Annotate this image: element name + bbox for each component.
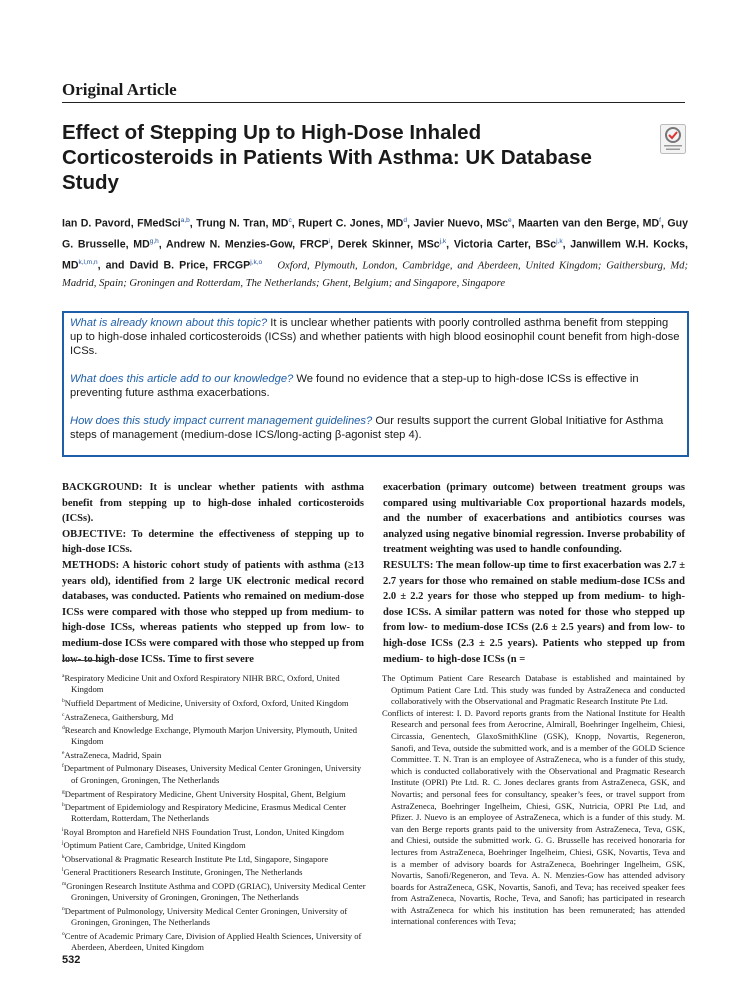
author-name: Ian D. Pavord, FMedSci <box>62 217 181 230</box>
affiliation-text: Nuffield Department of Medicine, University of Oxford, Oxford, United Kingdom <box>64 697 349 708</box>
author-separator: , <box>446 238 454 251</box>
affiliation-item <box>62 710 367 723</box>
affiliation-item <box>62 838 367 851</box>
affiliation-text: Department of Pulmonary Diseases, University Medical Center Groningen, University of Groningen, Groningen, The Netherlands <box>63 763 362 785</box>
funding-note: The Optimum Patient Care Research Database is established and maintained by Optimum Patient Care Ltd. This study was funded by AstraZeneca and conducted collaboratively with the Observational and Pragmatic Research Institute Pte Ltd. <box>382 673 685 707</box>
author-name: Javier Nuevo, MSc <box>413 217 509 230</box>
affiliation-mark: c <box>62 711 65 718</box>
author-separator: , <box>330 238 338 251</box>
affiliation-item <box>62 904 367 929</box>
affiliation-mark: a <box>62 673 65 679</box>
affiliation-mark: l <box>62 867 64 874</box>
section-label: Original Article <box>62 80 177 99</box>
affiliation-item <box>62 748 367 761</box>
abstract-objective: OBJECTIVE: To determine the effectiveness of stepping up to high-dose ICSs. <box>62 528 364 556</box>
key-message <box>70 414 681 442</box>
affiliation-mark: m <box>62 880 67 887</box>
affiliation-item <box>62 787 367 800</box>
author-name: Andrew N. Menzies-Gow, FRCP <box>166 238 329 251</box>
affiliation-text: Department of Respiratory Medicine, Ghent University Hospital, Ghent, Belgium <box>64 788 346 799</box>
abstract-results: RESULTS: The mean follow-up time to first exacerbation was 2.7 ± 2.7 years for those who remained on stable medium-dose ICSs and 2.0 ± 2.2 years for those who stepped up from medium- to high-dose ICSs. A similar pattern was noted for those who stepped up from low- to medium-dose ICSs (2.6 ± 2.5 years) and from low- to high-dose ICSs (2.3 ± 2.5 years). Patients who stepped up from medium- to high-dose ICSs (n = <box>383 559 685 665</box>
key-question: What is already known about this topic? <box>70 317 268 329</box>
author-name: Victoria Carter, BSc <box>453 238 557 251</box>
affiliation-mark: g <box>62 788 65 795</box>
section-divider <box>62 102 685 103</box>
affiliation-mark: i <box>62 827 64 833</box>
abstract-methods-continued: exacerbation (primary outcome) between treatment groups was compared using multivariable Cox proportional hazards models, and the number of exacerbations and antibiotics courses was analyzed using negative binomial regression. Inverse probability of treatment weighting was used to handle confounding. <box>383 482 685 556</box>
key-answer: We found no evidence that a step-up to high-dose ICSs is effective in preventing future asthma exacerbations. <box>70 373 639 399</box>
affiliation-item <box>62 865 367 878</box>
affiliation-item <box>62 723 367 748</box>
affiliations-list <box>62 671 367 954</box>
affiliation-text: Respiratory Medicine Unit and Oxford Respiratory NIHR BRC, Oxford, United Kingdom <box>64 672 340 695</box>
key-question: What does this article add to our knowledge? <box>70 373 294 385</box>
key-answer: Our results support the current Global Initiative for Asthma steps of management (medium-dose ICS/long-acting β-agonist step 4). <box>70 415 664 441</box>
affiliation-item <box>62 671 367 696</box>
affiliation-item <box>62 852 367 865</box>
key-answer: It is unclear whether patients with poorly controlled asthma benefit from stepping up to high-dose inhaled corticosteroids (ICSs) and whether patients with high blood eosinophil count benefit from high-dose ICSs. <box>70 317 680 357</box>
abstract-methods: METHODS: A historic cohort study of patients with asthma (≥13 years old), identified from 2 large UK electronic medical record databases, was conducted. Patients who remained on medium-dose ICSs were compared with those who stepped up from medium- to high-dose ICSs, whereas patients who stepped up from low- to medium-dose ICSs were compared with those who stepped up from low- to high-dose ICSs. Time to first severe <box>62 559 364 665</box>
affiliation-item <box>62 879 367 904</box>
affiliation-text: Research and Knowledge Exchange, Plymouth Marjon University, Plymouth, United Kingdom <box>64 724 358 747</box>
footnote-divider <box>62 660 108 661</box>
affiliation-mark: o <box>62 930 65 937</box>
affiliation-mark: e <box>62 750 65 756</box>
key-question: How does this study impact current management guidelines? <box>70 415 373 427</box>
author-separator: , <box>158 238 167 251</box>
author-affiliation-marks: e <box>508 217 512 224</box>
author-separator: , <box>660 217 668 230</box>
affiliation-item <box>62 761 367 786</box>
abstract-right-column <box>383 480 685 667</box>
author-affiliation-marks: k,l,m,n <box>78 258 98 266</box>
affiliation-mark: j <box>62 840 64 847</box>
affiliation-text: AstraZeneca, Gaithersburg, Md <box>64 711 174 722</box>
affiliation-item <box>62 929 367 954</box>
conflicts-of-interest: Conflicts of interest: I. D. Pavord reports grants from the National Institute for Health Research and personal fees from Aerocrine, Almirall, Boehringer Ingelheim, Chiesi, Circassia, Genentech, GlaxoSmithKline (GSK), Knopp, Novartis, Regeneron, Sanofi, and Teva, outside the submitted work, and is a member of the GOLD Science Committee. T. N. Tran is an employee of AstraZeneca, who is a funder of this study, which is conducted collaboratively with the Observational and Pragmatic Research Institute (OPRI) Pte Ltd. R. C. Jones declares grants from AstraZeneca, GSK, and Novartis; and personal fees for consultancy, speaker’s fees, or travel support from AstraZeneca, Boehringer Ingelheim, Chiesi, GSK, Nutricia, OPRI Pte Ltd, and Pfizer. J. Nuevo is an employee of AstraZeneca, which is a funder of this study. M. van den Berge reports grants paid to the university from AstraZeneca, Teva, GSK, and Chiesi, outside the submitted work. G. G. Brusselle has received honoraria for lectures from AstraZeneca, Boehringer Ingelheim, Chiesi, GSK, Novartis, Teva and is a member of advisory boards for AstraZeneca, Boehringer Ingelheim, GSK, Novartis, Sanofi/Regeneron, and Teva. A. N. Menzies-Gow has attended advisory boards for AstraZeneca, GSK, Novartis, Sanofi, and Teva; has received speaker fees from AstraZeneca, Novartis, Roche, Teva, and Sanofi; has participated in research with AstraZeneca for which his institution has been remunerated; has attended international conferences with Teva; <box>382 707 685 927</box>
author-separator: , <box>406 217 414 230</box>
check-for-updates-icon <box>660 124 686 154</box>
author-affiliation-marks: j,k <box>556 237 563 245</box>
key-message <box>70 316 681 358</box>
author-affiliation-marks: a,b <box>180 217 190 224</box>
affiliation-mark: b <box>62 698 65 705</box>
affiliation-mark: k <box>62 853 65 860</box>
affiliation-mark: n <box>62 905 65 912</box>
affiliation-mark: f <box>62 763 64 770</box>
author-affiliation-marks: f <box>659 217 661 224</box>
author-affiliation-marks: j,k,o <box>250 258 263 266</box>
affiliation-mark: d <box>62 724 65 731</box>
affiliation-text: AstraZeneca, Madrid, Spain <box>64 749 162 760</box>
affiliation-text: Groningen Research Institute Asthma and COPD (GRIAC), University Medical Center Groningen, University of Groningen, Groningen, The Netherlands <box>66 880 366 903</box>
abstract-left-column <box>62 480 364 667</box>
author-separator: , <box>562 238 571 251</box>
footnote-notes <box>382 673 685 928</box>
author-name: David B. Price, FRCGP <box>129 259 251 272</box>
author-affiliation-marks: c <box>288 217 292 224</box>
author-separator: , <box>291 217 299 230</box>
abstract-background: BACKGROUND: It is unclear whether patients with asthma benefit from stepping up to high-dose inhaled corticosteroids (ICSs). <box>62 482 364 525</box>
affiliation-mark: h <box>62 801 65 808</box>
author-separator: , and <box>97 259 130 272</box>
affiliation-text: Optimum Patient Care, Cambridge, United Kingdom <box>63 840 246 851</box>
article-title: Effect of Stepping Up to High-Dose Inhaled Corticosteroids in Patients With Asthma: UK Database Study <box>62 121 592 194</box>
author-separator <box>262 259 277 271</box>
affiliation-item <box>62 825 367 838</box>
affiliation-text: Department of Pulmonology, University Medical Center Groningen, University of Groningen, Groningen, The Netherlands <box>64 905 348 928</box>
author-list <box>62 212 688 292</box>
author-name: Rupert C. Jones, MD <box>298 217 404 230</box>
author-name: Trung N. Tran, MD <box>196 217 289 230</box>
affiliation-text: Centre of Academic Primary Care, Division of Applied Health Sciences, University of Aberdeen, Aberdeen, United Kingdom <box>64 930 362 953</box>
author-name: Derek Skinner, MSc <box>337 238 440 251</box>
author-affiliation-marks: j,k <box>439 237 447 245</box>
author-separator: , <box>511 217 519 230</box>
affiliation-item <box>62 696 367 709</box>
author-affiliation-marks: g,h <box>149 237 159 245</box>
affiliation-text: Observational & Pragmatic Research Institute Pte Ltd, Singapore, Singapore <box>64 853 329 864</box>
affiliation-text: Royal Brompton and Harefield NHS Foundation Trust, London, United Kingdom <box>63 826 345 837</box>
page-number: 532 <box>62 954 81 966</box>
author-name: Maarten van den Berge, MD <box>518 217 660 230</box>
check-for-updates-badge[interactable] <box>660 124 686 154</box>
key-message <box>70 372 681 400</box>
author-separator: , <box>189 217 197 230</box>
author-affiliation-marks: i <box>328 237 331 245</box>
affiliation-text: Department of Epidemiology and Respiratory Medicine, Erasmus Medical Center Rotterdam, Rotterdam, The Netherlands <box>64 801 347 824</box>
affiliation-item <box>62 800 367 825</box>
key-messages-box <box>62 311 689 457</box>
author-name: Guy G. Brusselle, MD <box>62 217 688 251</box>
author-name: Janwillem W.H. Kocks, MD <box>62 238 688 272</box>
author-affiliation-marks: d <box>403 217 407 224</box>
author-locations: Oxford, Plymouth, London, Cambridge, and Aberdeen, United Kingdom; Gaithersburg, Md; Madrid, Spain; Groningen and Rotterdam, The Netherlands; Ghent, Belgium; and Singapore, Singapore <box>62 260 688 289</box>
affiliation-text: General Practitioners Research Institute, Groningen, The Netherlands <box>63 867 303 878</box>
